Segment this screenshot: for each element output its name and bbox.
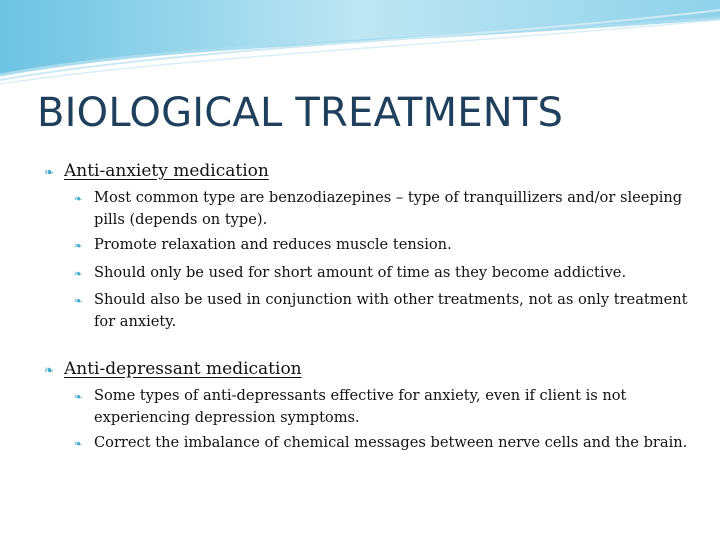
list-item-text: Promote relaxation and reduces muscle tension. — [94, 236, 452, 253]
list-item — [74, 262, 704, 286]
list-item-text: Should only be used for short amount of time as they become addictive. — [94, 263, 627, 281]
list-item — [74, 234, 704, 258]
section-heading-label: Anti-anxiety medication — [64, 161, 269, 181]
swirl-bullet-icon: ❧ — [44, 165, 55, 179]
header-wave-banner — [0, 0, 720, 90]
list-item-text: Most common type are benzodiazepines – type of tranquillizers and/or sleeping pills (depends on type). — [94, 189, 683, 228]
list-item — [74, 187, 704, 230]
section-heading — [44, 358, 704, 381]
swirl-bullet-icon: ❧ — [74, 296, 83, 307]
section-heading-label: Anti-depressant medication — [64, 359, 302, 379]
slide-title: BIOLOGICAL TREATMENTS — [37, 90, 564, 136]
list-item — [74, 289, 704, 332]
list-item — [74, 432, 704, 456]
swirl-bullet-icon: ❧ — [74, 241, 83, 252]
list-item-text: Should also be used in conjunction with other treatments, not as only treatment for anxiety. — [94, 291, 688, 330]
swirl-bullet-icon: ❧ — [74, 194, 83, 205]
list-item — [74, 385, 704, 428]
list-item-text: Some types of anti-depressants effective for anxiety, even if client is not experiencing depression symptoms. — [94, 387, 627, 426]
section-anti-anxiety — [44, 160, 704, 332]
swirl-bullet-icon: ❧ — [74, 392, 83, 403]
section-heading — [44, 160, 704, 183]
list-item-text: Correct the imbalance of chemical messages between nerve cells and the brain. — [94, 434, 688, 451]
swirl-bullet-icon: ❧ — [74, 439, 83, 450]
section-anti-depressant — [44, 358, 704, 456]
swirl-bullet-icon: ❧ — [74, 268, 83, 280]
swirl-bullet-icon: ❧ — [44, 363, 55, 377]
